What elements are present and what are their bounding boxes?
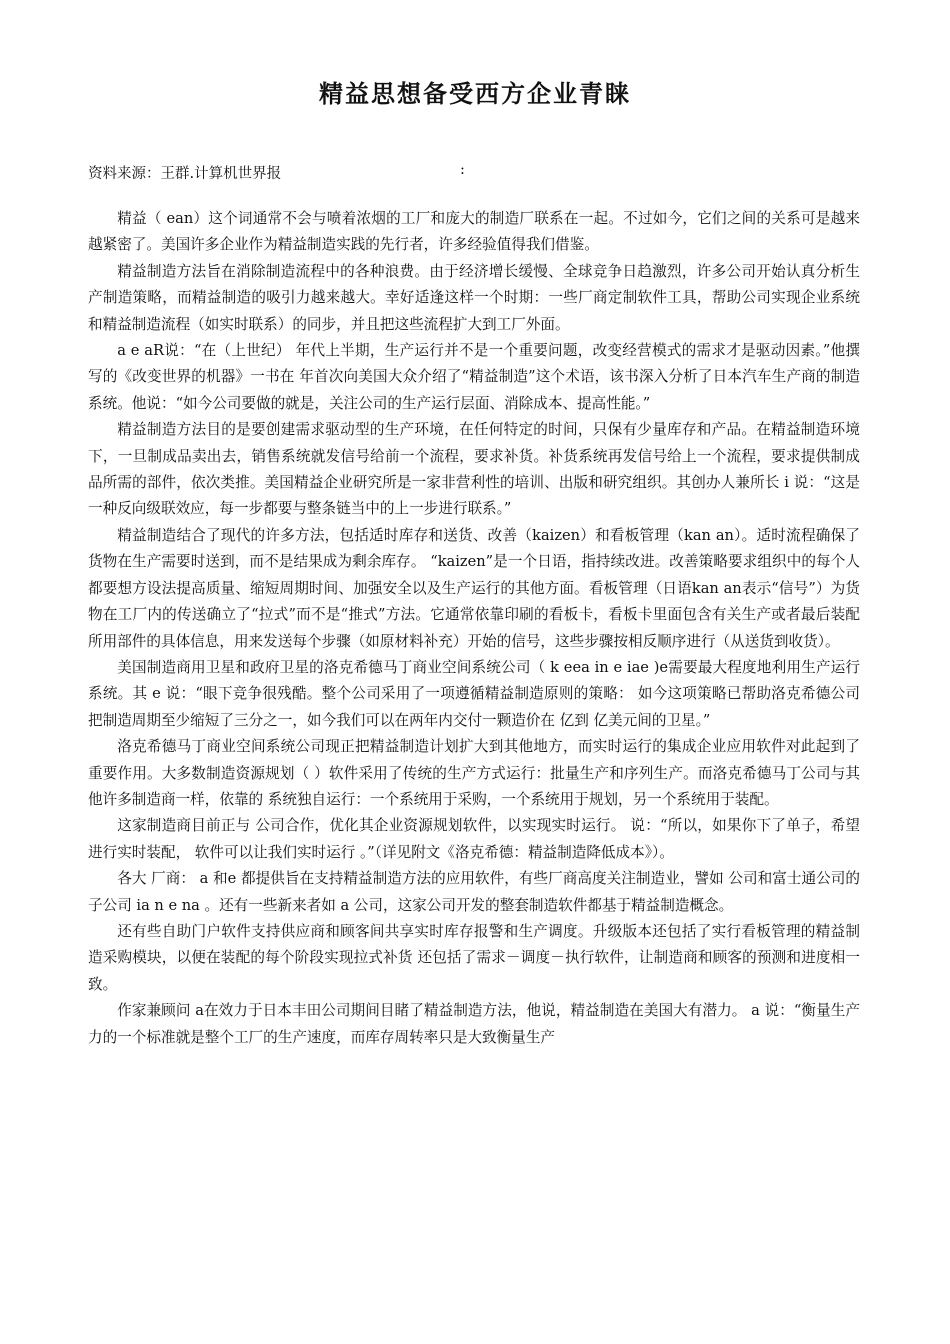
paragraph: 精益制造方法目的是要创建需求驱动型的生产环境，在任何特定的时间，只保有少量库存和产品。在精益制造环境下，一旦制成品卖出去，销售系统就发信号给前一个流程，要求补货。补货系统再发信号给上一个流程，要求提供制成品所需的部件，依次类推。美国精益企业研究所是一家非营利性的培训、出版和研究组织。其创办人兼所长 i 说：“这是一种反向级联效应，每一步都要与整条链当中的上一步进行联系。”	[88, 421, 860, 518]
source-label: 资料来源：王群.计算机世界报	[88, 166, 282, 182]
paragraph: 精益制造方法旨在消除制造流程中的各种浪费。由于经济增长缓慢、全球竞争日趋激烈，许多公司开始认真分析生产制造策略，而精益制造的吸引力越来越大。幸好适逢这样一个时期：一些厂商定制软件工具，帮助公司实现企业系统和精益制造流程（如实时联系）的同步，并且把这些流程扩大到工厂外面。	[88, 262, 860, 333]
paragraph: a e aR说：“在（上世纪） 年代上半期，生产运行并不是一个重要问题，改变经营模式的需求才是驱动因素。”他撰写的《改变世界的机器》一书在 年首次向美国大众介绍了“精益制造”这个术语，该书深入分析了日本汽车生产商的制造系统。他说：“如今公司要做的就是，关注公司的生产运行层面、消除成本、提高性能。”	[88, 342, 860, 412]
paragraph: 洛克希德马丁商业空间系统公司现正把精益制造计划扩大到其他地方，而实时运行的集成企业应用软件对此起到了重要作用。大多数制造资源规划（ ）软件采用了传统的生产方式运行：批量生产和序列生产。而洛克希德马丁公司与其他许多制造商一样，依靠的 系统独自运行：一个系统用于采购，一个系统用于规划，另一个系统用于装配。	[88, 738, 860, 808]
paragraph: 还有些自助门户软件支持供应商和顾客间共享实时库存报警和生产调度。升级版本还包括了实行看板管理的精益制造采购模块，以便在装配的每个阶段实现拉式补货 还包括了需求－调度－执行软件，让制造商和顾客的预测和进度相一致。	[88, 922, 860, 993]
paragraph: 美国制造商用卫星和政府卫星的洛克希德马丁商业空间系统公司（ k eea in e iae )e需要最大程度地利用生产运行系统。其 e 说：“眼下竞争很残酷。整个公司采用了一项遵循精益制造原则的策略： 如今这项策略已帮助洛克希德公司把制造周期至少缩短了三分之一，如今我们可以在两年内交付一颗造价在 亿到 亿美元间的卫星。”	[88, 658, 860, 729]
paragraph: 这家制造商目前正与 公司合作，优化其企业资源规划软件，以实现实时运行。 说：“所以，如果你下了单子，希望进行实时装配， 软件可以让我们实时运行 。”（详见附文《洛克希德：精益制造降低成本》）。	[88, 817, 860, 861]
paragraph: 作家兼顾问 a在效力于日本丰田公司期间目睹了精益制造方法，他说，精益制造在美国大有潜力。 a 说：“衡量生产力的一个标准就是整个工厂的生产速度，而库存周转率只是大致衡量生产	[88, 1002, 860, 1046]
source-colon: :	[460, 162, 465, 178]
source-line	[88, 162, 465, 183]
paragraph: 精益制造结合了现代的许多方法，包括适时库存和送货、改善（kaizen）和看板管理（kan an）。适时流程确保了货物在生产需要时送到，而不是结果成为剩余库存。 “kaizen”是一个日语，指持续改进。改善策略要求组织中的每个人都要想方设法提高质量、缩短周期时间、加强安全以及生产运行的其他方面。看板管理（日语kan an表示“信号”）为货物在工厂内的传送确立了“拉式”而不是“推式”方法。它通常依靠印刷的看板卡，看板卡里面包含有关生产或者最后装配所用部件的具体信息，用来发送每个步骤（如原材料补充）开始的信号，这些步骤按相反顺序进行（从送货到收货）。	[88, 526, 860, 650]
paragraph: 精益（ ean）这个词通常不会与喷着浓烟的工厂和庞大的制造厂联系在一起。不过如今，它们之间的关系可是越来越紧密了。美国许多企业作为精益制造实践的先行者，许多经验值得我们借鉴。	[88, 210, 860, 254]
article-title: 精益思想备受西方企业青睐	[319, 80, 631, 108]
article-body	[88, 206, 860, 1051]
paragraph: 各大 厂商： a 和e 都提供旨在支持精益制造方法的应用软件，有些厂商高度关注制造业，譬如 公司和富士通公司的子公司 ia n e na 。还有一些新来者如 a 公司，这家公司开发的整套制造软件都基于精益制造概念。	[88, 870, 860, 914]
